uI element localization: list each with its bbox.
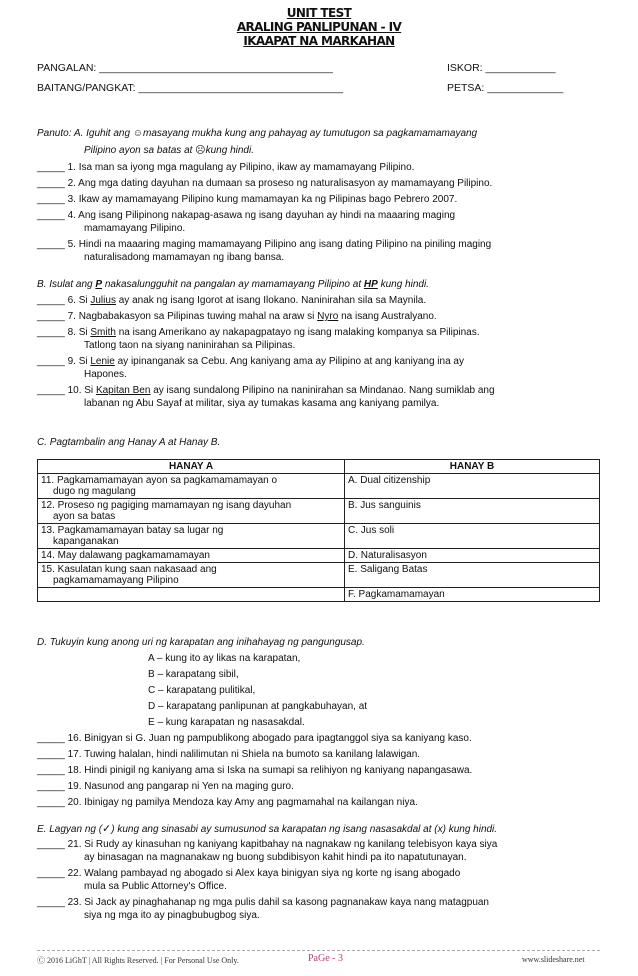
part-e-instruction xyxy=(37,823,497,836)
q8-pre: _____ 8. Si xyxy=(37,327,91,338)
footer-divider xyxy=(37,950,600,951)
choice-e: E – kung karapatan ng nasasakdal. xyxy=(148,717,305,728)
question-5: _____ 5. Hindi na maaaring maging mamamayang Pilipino ang isang dating Pilipino na piniling maging xyxy=(37,239,492,250)
question-17: _____ 17. Tuwing halalan, hindi nalilimutan ni Shiela na bumoto sa kanilang lalawigan. xyxy=(37,749,421,760)
check-mark-icon: ✓ xyxy=(102,823,112,835)
table-row xyxy=(38,474,600,499)
question-21: _____ 21. Si Rudy ay kinasuhan ng kaniyang kapitbahay na nagnakaw ng kanilang telebisyon kaya siya xyxy=(37,839,498,850)
name-field: PANGALAN: ________________________________________ xyxy=(37,62,333,74)
cell-a-line1: 11. Pagkamamamayan ayon sa pagkamamamayan o xyxy=(41,475,278,486)
question-23-cont: siya ng mga ito ay pinagbubugbog siya. xyxy=(84,910,260,921)
cell-a-line2: dugo ng magulang xyxy=(53,486,136,497)
cell-a xyxy=(38,499,345,524)
label-p: P xyxy=(95,279,103,290)
q7-pre: _____ 7. Nagbabakasyon sa Pilipinas tuwing mahal na araw si xyxy=(37,311,318,322)
cell-a xyxy=(38,474,345,499)
q9-name: Lenie xyxy=(90,356,115,367)
cell-a-line2: ayon sa batas xyxy=(53,511,116,522)
question-7 xyxy=(37,311,437,323)
q10-pre: _____ 10. Si xyxy=(37,385,96,396)
cell-b: E. Saligang Batas xyxy=(345,563,600,588)
q8-post: na isang Amerikano ay nakapagpatayo ng isang malaking kompanya sa Pilipinas. xyxy=(115,327,480,338)
matching-table xyxy=(37,459,600,602)
title-subject: ARALING PANLIPUNAN - IV xyxy=(236,20,402,34)
question-10-cont: labanan ng Abu Sayaf at militar, siya ay tumakas kasama ang kaniyang pamilya. xyxy=(84,398,440,409)
cell-a-line1: 12. Proseso ng pagiging mamamayan ng isang dayuhan xyxy=(41,500,292,511)
question-16: _____ 16. Binigyan si G. Juan ng pampublikong abogado para ipagtanggol siya sa kaniyang kaso. xyxy=(37,733,472,744)
question-1: _____ 1. Isa man sa iyong mga magulang ay Pilipino, ikaw ay mamamayang Pilipino. xyxy=(37,162,415,173)
part-d-instruction: D. Tukuyin kung anong uri ng karapatan ang inihahayag ng pangungusap. xyxy=(37,637,365,648)
footer-source: www.slideshare.net xyxy=(522,955,585,964)
question-6 xyxy=(37,295,426,307)
table-row xyxy=(38,588,600,602)
q6-post: ay anak ng isang Igorot at isang Ilokano. Naninirahan sila sa Maynila. xyxy=(115,295,427,306)
question-3: _____ 3. Ikaw ay mamamayang Pilipino kung mamamayan ka ng Pilipinas bago Pebrero 2007. xyxy=(37,194,458,205)
table-row xyxy=(38,549,600,563)
table-header-row xyxy=(38,460,600,474)
choice-a: A – kung ito ay likas na karapatan, xyxy=(148,653,301,664)
question-8 xyxy=(37,327,480,339)
question-20: _____ 20. Ibinigay ng pamilya Mendoza kay Amy ang pagmamahal na kailangan niya. xyxy=(37,797,418,808)
choice-c: C – karapatang pulitikal, xyxy=(148,685,256,696)
cell-a-line2: kapanganakan xyxy=(53,536,119,547)
part-e-instr-post: ) kung ang sinasabi ay sumusunod sa karapatan ng isang nasasakdal at (x) kung hindi. xyxy=(111,824,498,835)
question-9 xyxy=(37,356,464,368)
question-4: _____ 4. Ang isang Pilipinong nakapag-asawa ng isang dayuhan ay hindi na maaaring maging xyxy=(37,210,456,221)
cell-b: B. Jus sanguinis xyxy=(345,499,600,524)
cell-b: C. Jus soli xyxy=(345,524,600,549)
question-22-cont: mula sa Public Attorney's Office. xyxy=(84,881,227,892)
question-4-cont: mamamayang Pilipino. xyxy=(84,223,186,234)
question-10 xyxy=(37,385,495,397)
part-b-instr-mid: nakasalungguhit na pangalan ay mamamayang Pilipino at xyxy=(104,279,362,290)
column-a-header: HANAY A xyxy=(38,460,345,474)
q9-pre: _____ 9. Si xyxy=(37,356,91,367)
q9-post: ay ipinanganak sa Cebu. Ang kaniyang ama ay Pilipino at ang kaniyang ina ay xyxy=(114,356,464,367)
choice-d: D – karapatang panlipunan at pangkabuhayan, at xyxy=(148,701,368,712)
part-c-instruction: C. Pagtambalin ang Hanay A at Hanay B. xyxy=(37,437,221,448)
cell-a-empty xyxy=(38,588,345,602)
cell-b: A. Dual citizenship xyxy=(345,474,600,499)
cell-a-line2: pagkamamamayang Pilipino xyxy=(53,575,179,586)
question-21-cont: ay binasagan na magnanakaw ng buong subdibisyon kahit hindi pa ito napatutunayan. xyxy=(84,852,467,863)
grade-section-field: BAITANG/PANGKAT: ___________________________________ xyxy=(37,82,343,94)
part-a-instruction: Panuto: A. Iguhit ang ☺masayang mukha kung ang pahayag ay tumutugon sa pagkamamamayang xyxy=(37,128,478,139)
label-hp: HP xyxy=(363,279,378,290)
cell-a-line1: 15. Kasulatan kung saan nakasaad ang xyxy=(41,564,217,575)
q7-post: na isang Australyano. xyxy=(338,311,437,322)
date-field: PETSA: _____________ xyxy=(447,82,564,94)
cell-b: F. Pagkamamamayan xyxy=(345,588,600,602)
cell-a-line1: 13. Pagkamamamayan batay sa lugar ng xyxy=(41,525,224,536)
question-9-cont: Hapones. xyxy=(84,369,127,380)
score-field: ISKOR: ____________ xyxy=(447,62,556,74)
title-unit-test: UNIT TEST xyxy=(286,6,352,20)
table-row xyxy=(38,563,600,588)
question-22: _____ 22. Walang pambayad ng abogado si Alex kaya binigyan siya ng korte ng isang abogado xyxy=(37,868,461,879)
question-8-cont: Tatlong taon na siyang naninirahan sa Pilipinas. xyxy=(84,340,296,351)
choice-b: B – karapatang sibil, xyxy=(148,669,239,680)
q6-name: Julius xyxy=(90,295,116,306)
table-row xyxy=(38,499,600,524)
cell-b: D. Naturalisasyon xyxy=(345,549,600,563)
cell-a xyxy=(38,563,345,588)
cell-a: 14. May dalawang pagkamamamayan xyxy=(38,549,345,563)
question-23: _____ 23. Si Jack ay pinaghahanap ng mga pulis dahil sa kasong pagnanakaw kaya nang matagpuan xyxy=(37,897,489,908)
q10-post: ay isang sundalong Pilipino na naninirahan sa Mindanao. Nang sumiklab ang xyxy=(150,385,495,396)
footer-page-number: PaGe - 3 xyxy=(308,953,343,964)
column-b-header: HANAY B xyxy=(345,460,600,474)
cell-a xyxy=(38,524,345,549)
q10-name: Kapitan Ben xyxy=(95,385,151,396)
q6-pre: _____ 6. Si xyxy=(37,295,91,306)
footer-copyright: Ⓒ 2016 LiGhT | All Rights Reserved. | For Personal Use Only. xyxy=(37,956,239,965)
part-b-instruction xyxy=(37,279,429,291)
question-19: _____ 19. Nasunod ang pangarap ni Yen na maging guro. xyxy=(37,781,294,792)
part-e-instr-pre: E. Lagyan ng ( xyxy=(37,824,103,835)
table-row xyxy=(38,524,600,549)
part-a-instruction-cont: Pilipino ayon sa batas at ☹kung hindi. xyxy=(84,145,254,156)
question-18: _____ 18. Hindi pinigil ng kaniyang ama si Iska na sumapi sa relihiyon ng kaniyang napangasawa. xyxy=(37,765,473,776)
q8-name: Smith xyxy=(90,327,116,338)
title-quarter: IKAAPAT NA MARKAHAN xyxy=(243,34,395,48)
part-b-instr-post: kung hindi. xyxy=(380,279,429,290)
q7-name: Nyro xyxy=(317,311,339,322)
question-5-cont: naturalisadong mamamayan ng ibang bansa. xyxy=(84,252,285,263)
question-2: _____ 2. Ang mga dating dayuhan na dumaan sa proseso ng naturalisasyon ay mamamayang Pilipino. xyxy=(37,178,493,189)
part-b-instr-pre: B. Isulat ang xyxy=(37,279,93,290)
